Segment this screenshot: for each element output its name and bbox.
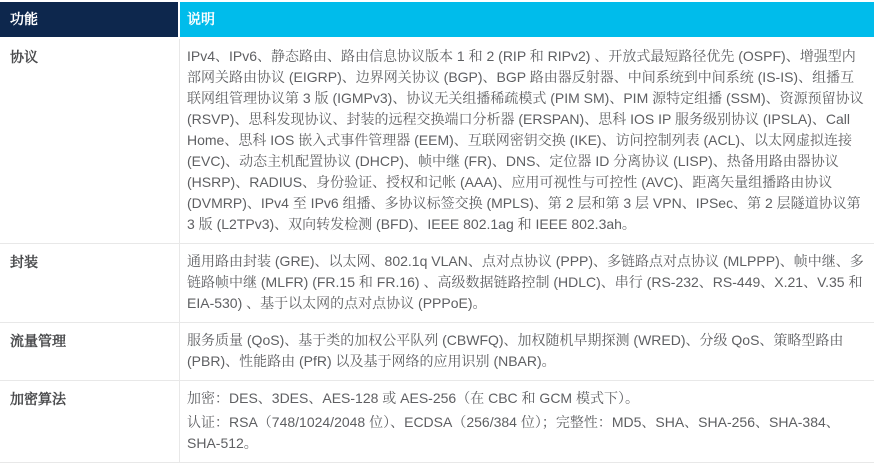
header-cell-description: 说明	[180, 2, 874, 37]
description-cell-traffic-management	[180, 323, 874, 380]
feature-label-protocols: 协议	[0, 39, 180, 243]
description-paragraph-encryption: 加密：DES、3DES、AES-128 或 AES-256（在 CBC 和 GCM 模式下）。	[187, 390, 639, 406]
table-row-encapsulation	[0, 244, 874, 323]
description-paragraph-authentication: 认证：RSA（748/1024/2048 位）、ECDSA（256/384 位）；完整性：MD5、SHA、SHA-256、SHA-384、SHA-512。	[187, 414, 840, 451]
description-paragraph: 服务质量 (QoS)、基于类的加权公平队列 (CBWFQ)、加权随机早期探测 (WRED)、分级 QoS、策略型路由 (PBR)、性能路由 (PfR) 以及基于网络的应用识别 (NBAR)。	[187, 332, 844, 369]
table-header-row	[0, 2, 874, 37]
description-cell-encapsulation	[180, 244, 874, 322]
table-row-encryption-algorithms	[0, 381, 874, 463]
feature-spec-table	[0, 2, 874, 463]
feature-label-encryption-algorithms: 加密算法	[0, 381, 180, 462]
header-cell-feature: 功能	[0, 2, 180, 37]
table-row-protocols	[0, 39, 874, 244]
feature-label-encapsulation: 封装	[0, 244, 180, 322]
description-paragraph: 通用路由封装 (GRE)、以太网、802.1q VLAN、点对点协议 (PPP)、多链路点对点协议 (MLPPP)、帧中继、多链路帧中继 (MLFR) (FR.15 和 FR.16) 、高级数据链路控制 (HDLC)、串行 (RS-232、RS-449、X.21、V.35 和 EIA-530) 、基于以太网的点对点协议 (PPPoE)。	[187, 253, 864, 311]
description-cell-protocols	[180, 39, 874, 243]
table-row-traffic-management	[0, 323, 874, 381]
description-paragraph: IPv4、IPv6、静态路由、路由信息协议版本 1 和 2 (RIP 和 RIPv2) 、开放式最短路径优先 (OSPF)、增强型内部网关路由协议 (EIGRP)、边界网关协议 (BGP)、BGP 路由器反射器、中间系统到中间系统 (IS-IS)、组播互联网组管理协议第 3 版 (IGMPv3)、协议无关组播稀疏模式 (PIM SM)、PIM 源特定组播 (SSM)、资源预留协议 (RSVP)、思科发现协议、封装的远程交换端口分析器 (ERSPAN)、思科 IOS IP 服务级别协议 (IPSLA)、Call Home、思科 IOS 嵌入式事件管理器 (EEM)、互联网密钥交换 (IKE)、访问控制列表 (ACL)、以太网虚拟连接 (EVC)、动态主机配置协议 (DHCP)、帧中继 (FR)、DNS、定位器 ID 分离协议 (LISP)、热备用路由器协议 (HSRP)、RADIUS、身份验证、授权和记帐 (AAA)、应用可视性与可控性 (AVC)、距离矢量组播路由协议 (DVMRP)、IPv4 至 IPv6 组播、多协议标签交换 (MPLS)、第 2 层和第 3 层 VPN、IPSec、第 2 层隧道协议第 3 版 (L2TPv3)、双向转发检测 (BFD)、IEEE 802.1ag 和 IEEE 802.3ah。	[187, 48, 864, 232]
feature-label-traffic-management: 流量管理	[0, 323, 180, 380]
